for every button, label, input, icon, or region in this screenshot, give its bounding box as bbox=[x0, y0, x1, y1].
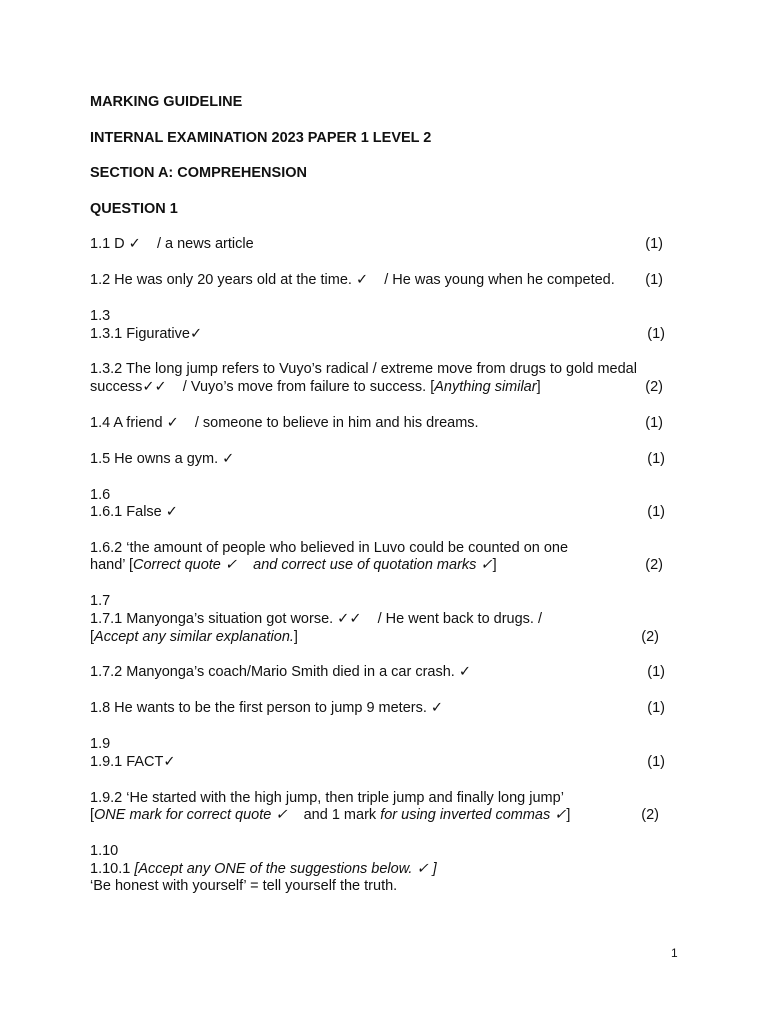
answer-1-7-1-line2 bbox=[90, 628, 298, 646]
bracket-close: ] bbox=[566, 807, 571, 823]
question-number-1-10: 1.10 bbox=[90, 843, 119, 859]
marking-note: Accept any similar explanation. bbox=[94, 629, 294, 645]
answer-1-9-2-line1: 1.9.2 ‘He started with the high jump, then triple jump and finally long jump’ bbox=[90, 790, 564, 806]
marking-note: for using inverted commas ✓ bbox=[380, 807, 567, 823]
mark-1-1: (1) bbox=[645, 236, 663, 252]
answer-1-5: 1.5 He owns a gym. ✓ bbox=[90, 451, 235, 467]
bracket-close: ] bbox=[293, 629, 298, 645]
mark-1-6-1: (1) bbox=[647, 504, 665, 520]
mark-1-9-2: (2) bbox=[641, 807, 659, 823]
answer-1-9-2-line2 bbox=[90, 806, 570, 824]
answer-1-7-1-line1: 1.7.1 Manyonga’s situation got worse. ✓✓ / He went back to drugs. / bbox=[90, 611, 543, 627]
answer-1-6-1: 1.6.1 False ✓ bbox=[90, 504, 178, 520]
answer-1-3-2-line1: 1.3.2 The long jump refers to Vuyo’s radical / extreme move from drugs to gold medal bbox=[90, 361, 637, 377]
answer-text: and 1 mark bbox=[287, 807, 381, 823]
marking-note: Correct quote ✓ and correct use of quotation marks ✓ bbox=[133, 557, 493, 573]
section-heading: SECTION A: COMPREHENSION bbox=[90, 165, 307, 181]
question-heading: QUESTION 1 bbox=[90, 201, 178, 217]
answer-1-6-2-line2 bbox=[90, 556, 497, 574]
marking-guideline-heading: MARKING GUIDELINE bbox=[90, 94, 243, 110]
answer-1-8: 1.8 He wants to be the first person to jump 9 meters. ✓ bbox=[90, 700, 444, 716]
answer-1-6-2-line1: 1.6.2 ‘the amount of people who believed in Luvo could be counted on one bbox=[90, 540, 569, 556]
mark-1-4: (1) bbox=[645, 415, 663, 431]
mark-1-6-2: (2) bbox=[645, 557, 663, 573]
mark-1-9-1: (1) bbox=[647, 754, 665, 770]
bracket-close: ] bbox=[536, 379, 541, 395]
question-number-1-9: 1.9 bbox=[90, 736, 111, 752]
mark-1-3-2: (2) bbox=[645, 379, 663, 395]
answer-1-2: 1.2 He was only 20 years old at the time. ✓ / He was young when he competed. bbox=[90, 272, 615, 288]
answer-1-9-1: 1.9.1 FACT✓ bbox=[90, 754, 176, 770]
answer-text: 1.10.1 bbox=[90, 861, 135, 877]
question-number-1-3: 1.3 bbox=[90, 308, 111, 324]
answer-1-1: 1.1 D ✓ / a news article bbox=[90, 236, 254, 252]
bracket-open: [ bbox=[90, 807, 95, 823]
mark-1-3-1: (1) bbox=[647, 326, 665, 342]
bracket-close: ] bbox=[492, 557, 497, 573]
mark-1-5: (1) bbox=[647, 451, 665, 467]
exam-title-heading: INTERNAL EXAMINATION 2023 PAPER 1 LEVEL 2 bbox=[90, 130, 432, 146]
mark-1-8: (1) bbox=[647, 700, 665, 716]
question-number-1-7: 1.7 bbox=[90, 593, 111, 609]
answer-1-3-1: 1.3.1 Figurative✓ bbox=[90, 326, 203, 342]
answer-1-3-2-line2 bbox=[90, 378, 541, 396]
marking-note: ONE mark for correct quote ✓ bbox=[94, 807, 288, 823]
bracket-open: [ bbox=[90, 629, 95, 645]
answer-1-7-2: 1.7.2 Manyonga’s coach/Mario Smith died in a car crash. ✓ bbox=[90, 664, 472, 680]
mark-1-7-2: (1) bbox=[647, 664, 665, 680]
marking-note: Anything similar bbox=[434, 379, 537, 395]
answer-text: success✓✓ / Vuyo’s move from failure to success. [ bbox=[90, 379, 435, 395]
answer-1-10-1-line2: ‘Be honest with yourself’ = tell yourself the truth. bbox=[90, 878, 398, 894]
marking-note: [Accept any ONE of the suggestions below. ✓ ] bbox=[134, 861, 437, 877]
page-number: 1 bbox=[671, 946, 678, 960]
mark-1-2: (1) bbox=[645, 272, 663, 288]
answer-1-10-1-line1 bbox=[90, 860, 437, 878]
question-number-1-6: 1.6 bbox=[90, 487, 111, 503]
mark-1-7-1: (2) bbox=[641, 629, 659, 645]
answer-text: hand’ [ bbox=[90, 557, 133, 573]
answer-1-4: 1.4 A friend ✓ / someone to believe in him and his dreams. bbox=[90, 415, 479, 431]
